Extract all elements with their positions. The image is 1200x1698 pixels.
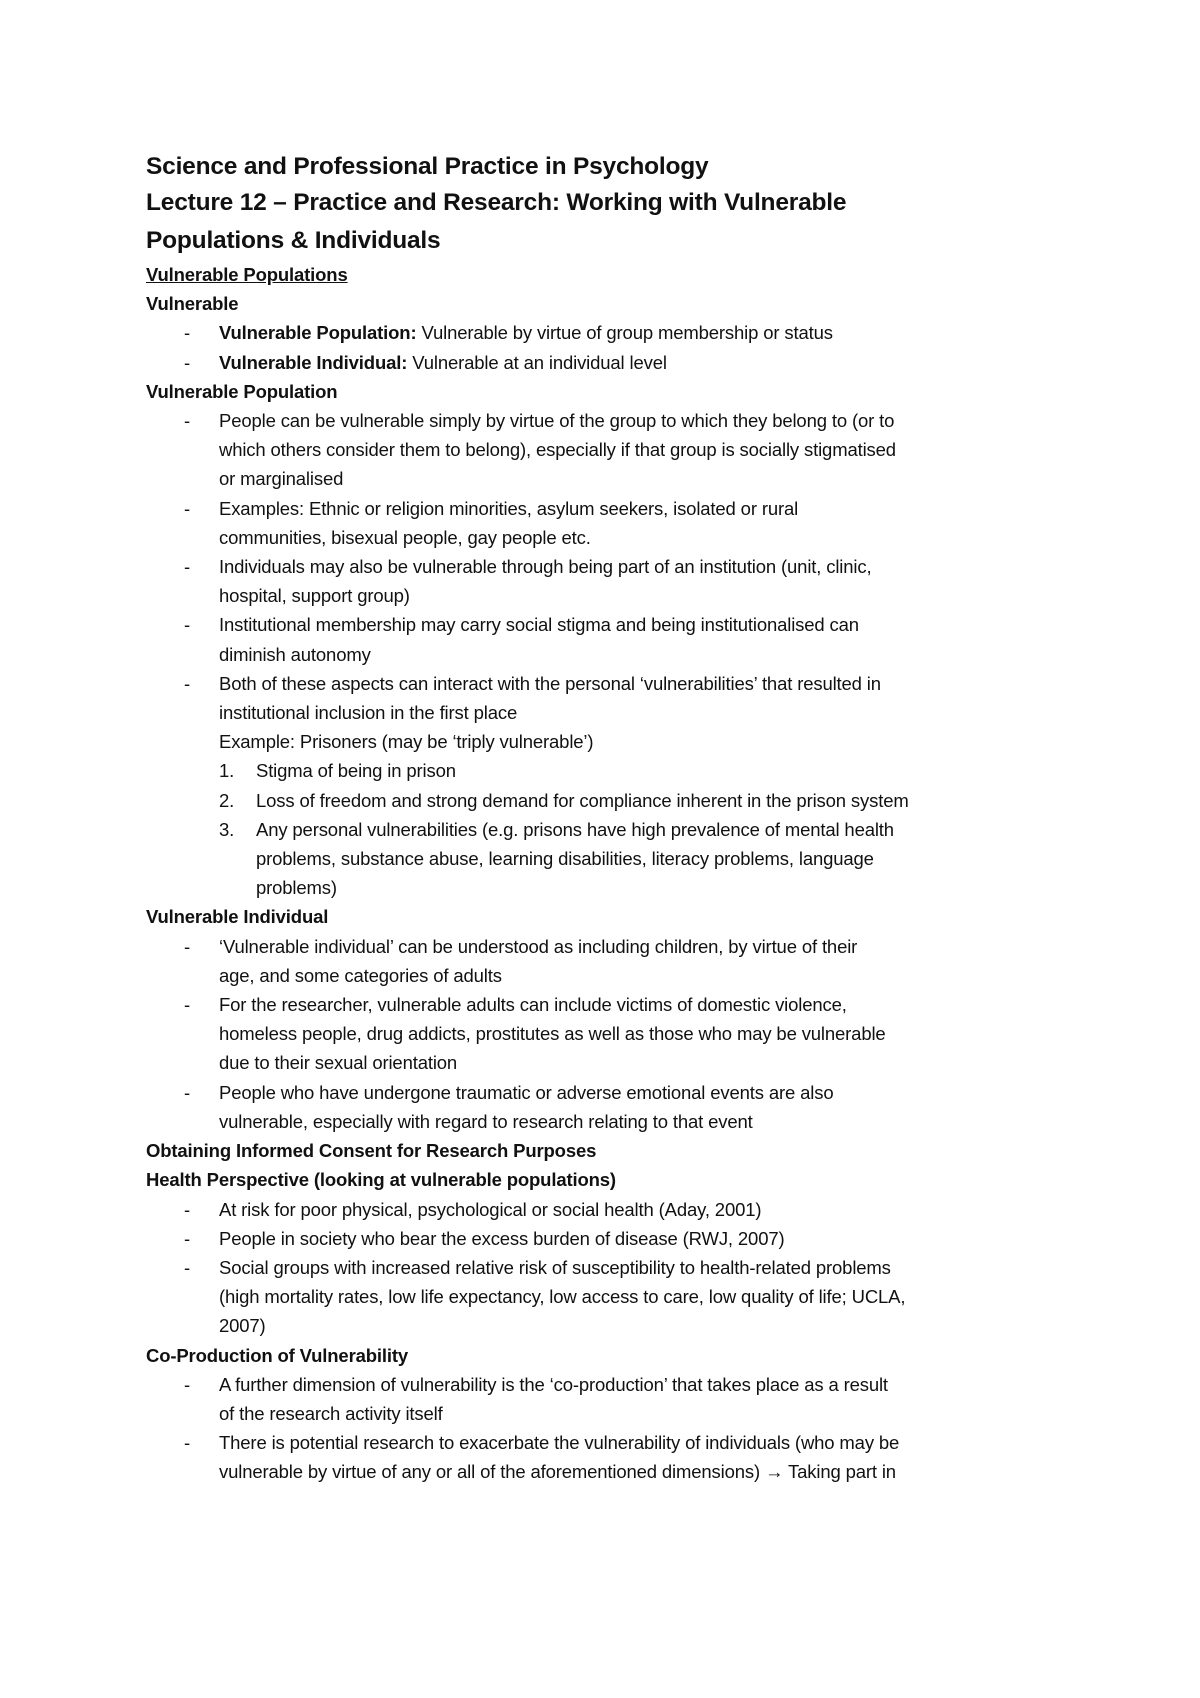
bullet-marker: - (184, 1373, 191, 1395)
bullet-marker: - (184, 1256, 191, 1278)
document-body (146, 260, 1086, 1487)
section-heading-co-production: Co-Production of Vulnerability (146, 1344, 409, 1366)
lecture-title-line-1: Lecture 12 – Practice and Research: Working with Vulnerable (146, 189, 847, 216)
bullet-marker: - (184, 1227, 191, 1249)
list-item-line: of the research activity itself (219, 1402, 443, 1424)
bullet-marker: - (184, 410, 191, 432)
list-item-line: or marginalised (219, 468, 344, 490)
document-title: Science and Professional Practice in Psychology (146, 153, 709, 180)
list-item (146, 932, 1086, 990)
list-item-line: At risk for poor physical, psychological or social health (Aday, 2001) (219, 1198, 762, 1220)
subheading-health-perspective: Health Perspective (looking at vulnerable populations) (146, 1169, 616, 1191)
list-item-line (219, 318, 1086, 347)
section-heading-informed-consent: Obtaining Informed Consent for Research Purposes (146, 1140, 597, 1162)
bullet-marker: - (184, 614, 191, 636)
list-item (146, 1195, 1086, 1224)
list-item (146, 318, 1086, 347)
section4-bullet-list (146, 1195, 1086, 1341)
list-item-line: age, and some categories of adults (219, 964, 502, 986)
example-label: Example: Prisoners (may be ‘triply vulnerable’) (219, 731, 594, 753)
numbered-item (146, 786, 1086, 815)
list-item (146, 990, 1086, 1078)
list-item-line: due to their sexual orientation (219, 1052, 458, 1074)
list-item (146, 610, 1086, 668)
list-item-line: Any personal vulnerabilities (e.g. prisons have high prevalence of mental health (256, 818, 894, 840)
list-item-line: Social groups with increased relative risk of susceptibility to health-related problems (219, 1256, 891, 1278)
right-arrow-icon: → (765, 1461, 784, 1483)
numbered-list (146, 756, 1086, 902)
list-item-line: diminish autonomy (219, 643, 371, 665)
bullet-marker: - (184, 351, 191, 373)
list-item-line: Stigma of being in prison (256, 760, 456, 782)
definition-term: Vulnerable Population: (219, 322, 417, 344)
definition-text: Vulnerable by virtue of group membership or status (416, 322, 833, 344)
bullet-marker: - (184, 1081, 191, 1103)
list-item (146, 669, 1086, 727)
list-item-line: Loss of freedom and strong demand for compliance inherent in the prison system (256, 789, 909, 811)
list-item (146, 552, 1086, 610)
number-marker: 2. (219, 789, 235, 811)
list-item-line: ‘Vulnerable individual’ can be understood as including children, by virtue of their (219, 935, 858, 957)
list-item-line: People who have undergone traumatic or adverse emotional events are also (219, 1081, 834, 1103)
list-item-line: communities, bisexual people, gay people etc. (219, 526, 591, 548)
lecture-title-line-2: Populations & Individuals (146, 227, 441, 254)
bullet-marker: - (184, 1432, 191, 1454)
section1-bullet-list (146, 318, 1086, 376)
list-item-line: problems, substance abuse, learning disabilities, literacy problems, language (256, 848, 874, 870)
list-item (146, 1370, 1086, 1428)
numbered-item (146, 815, 1086, 903)
number-marker: 1. (219, 760, 235, 782)
list-item-line: problems) (256, 877, 337, 899)
list-item-line: A further dimension of vulnerability is the ‘co-production’ that takes place as a result (219, 1373, 888, 1395)
list-item-line: Individuals may also be vulnerable through being part of an institution (unit, clinic, (219, 556, 872, 578)
section5-bullet-list (146, 1370, 1086, 1428)
definition-text: Vulnerable at an individual level (407, 351, 667, 373)
subheading-vulnerable: Vulnerable (146, 293, 239, 315)
list-item-line: institutional inclusion in the first place (219, 702, 518, 724)
bullet-marker: - (184, 994, 191, 1016)
list-item (146, 1078, 1086, 1136)
bullet-marker: - (184, 935, 191, 957)
list-item-line: Both of these aspects can interact with the personal ‘vulnerabilities’ that resulted in (219, 672, 881, 694)
list-item-line: There is potential research to exacerbate the vulnerability of individuals (who may be (219, 1432, 900, 1454)
list-item (146, 494, 1086, 552)
list-item (146, 1428, 1086, 1486)
list-item-line (219, 348, 1086, 377)
list-item-text: Taking part in (783, 1461, 896, 1483)
list-item-line (219, 1457, 1086, 1486)
section-heading-vulnerable-population: Vulnerable Population (146, 380, 338, 402)
bullet-marker: - (184, 1198, 191, 1220)
section2-bullet-list (146, 406, 1086, 727)
list-item (146, 406, 1086, 494)
section-heading-vulnerable-individual: Vulnerable Individual (146, 906, 329, 928)
list-item (146, 348, 1086, 377)
list-item-line: Institutional membership may carry social stigma and being institutionalised can (219, 614, 859, 636)
document-page (146, 150, 1086, 1487)
list-item (146, 1253, 1086, 1341)
list-item-line: For the researcher, vulnerable adults can include victims of domestic violence, (219, 994, 847, 1016)
section3-bullet-list (146, 932, 1086, 1136)
list-item-line: Examples: Ethnic or religion minorities, asylum seekers, isolated or rural (219, 497, 799, 519)
number-marker: 3. (219, 818, 235, 840)
list-item-line: vulnerable, especially with regard to research relating to that event (219, 1110, 753, 1132)
numbered-item (146, 756, 1086, 785)
section-heading-vulnerable-populations: Vulnerable Populations (146, 264, 348, 285)
list-item-text: vulnerable by virtue of any or all of the aforementioned dimensions) (219, 1461, 765, 1483)
list-item-line: which others consider them to belong), especially if that group is socially stigmatised (219, 439, 896, 461)
list-item-line: hospital, support group) (219, 585, 410, 607)
bullet-marker: - (184, 672, 191, 694)
list-item-line: People can be vulnerable simply by virtue of the group to which they belong to (or to (219, 410, 895, 432)
bullet-marker: - (184, 556, 191, 578)
bullet-marker: - (184, 322, 191, 344)
list-item (146, 1224, 1086, 1253)
list-item-line: 2007) (219, 1315, 266, 1337)
list-item-line: (high mortality rates, low life expectancy, low access to care, low quality of life; UCLA, (219, 1286, 906, 1308)
definition-term: Vulnerable Individual: (219, 351, 408, 373)
list-item-line: homeless people, drug addicts, prostitutes as well as those who may be vulnerable (219, 1023, 886, 1045)
bullet-marker: - (184, 497, 191, 519)
list-item-line: People in society who bear the excess burden of disease (RWJ, 2007) (219, 1227, 785, 1249)
